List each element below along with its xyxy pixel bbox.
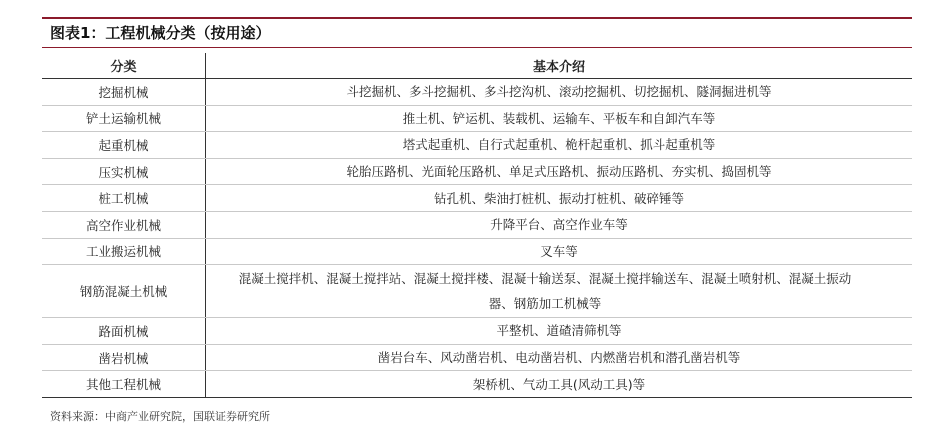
category-cell: 挖掘机械 [42,79,206,106]
category-cell: 工业搬运机械 [42,238,206,265]
category-cell: 路面机械 [42,318,206,345]
table-row [42,238,912,265]
description-cell: 轮胎压路机、光面轮压路机、单足式压路机、振动压路机、夯实机、捣固机等 [206,158,913,185]
table-row [42,371,912,398]
table-row [42,132,912,159]
category-cell: 桩工机械 [42,185,206,212]
description-cell: 凿岩台车、风动凿岩机、电动凿岩机、内燃凿岩机和潜孔凿岩机等 [206,344,913,371]
category-cell: 其他工程机械 [42,371,206,398]
category-cell: 起重机械 [42,132,206,159]
description-cell: 平整机、道碴清筛机等 [206,318,913,345]
category-cell: 高空作业机械 [42,211,206,238]
description-cell: 斗挖掘机、多斗挖掘机、多斗挖沟机、滚动挖掘机、切挖掘机、隧洞掘进机等 [206,79,913,106]
source-note: 资料来源：中商产业研究院，国联证券研究所 [50,410,270,423]
table-header-row [42,53,912,79]
description-cell: 塔式起重机、自行式起重机、桅杆起重机、抓斗起重机等 [206,132,913,159]
table-row [42,265,912,318]
description-cell: 混凝土搅拌机、混凝土搅拌站、混凝土搅拌楼、混凝十输送泵、混凝土搅拌输送车、混凝土喷射机、混凝土振动器、钢筋加工机械等 [206,265,913,318]
category-cell: 钢筋混凝土机械 [42,265,206,318]
figure-title: 图表1：工程机械分类（按用途） [50,24,271,42]
header-description: 基本介绍 [206,53,913,79]
table-row [42,79,912,106]
description-cell: 升降平台、高空作业车等 [206,211,913,238]
classification-table [42,53,912,398]
header-category: 分类 [42,53,206,79]
category-cell: 凿岩机械 [42,344,206,371]
category-cell: 压实机械 [42,158,206,185]
description-cell: 推土机、铲运机、装载机、运输车、平板车和自卸汽车等 [206,105,913,132]
description-cell: 钻孔机、柴油打桩机、振动打桩机、破碎锤等 [206,185,913,212]
table-row [42,185,912,212]
description-cell: 叉车等 [206,238,913,265]
description-cell: 架桥机、气动工具(风动工具)等 [206,371,913,398]
table-row [42,158,912,185]
category-cell: 铲土运输机械 [42,105,206,132]
table-row [42,211,912,238]
table-row [42,344,912,371]
table-row [42,318,912,345]
table-row [42,105,912,132]
title-divider [42,47,912,48]
